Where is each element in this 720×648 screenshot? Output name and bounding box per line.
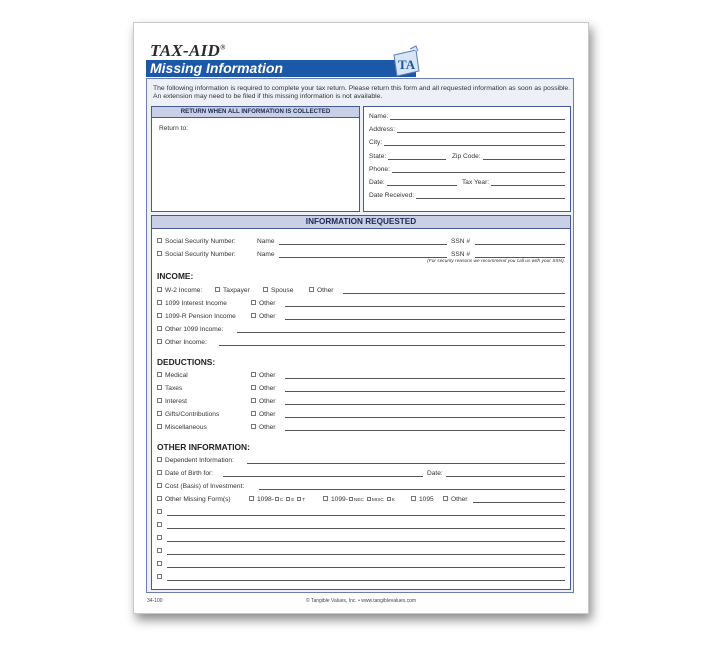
brand-name: TAX-AID — [150, 41, 221, 60]
checkbox[interactable] — [157, 326, 162, 331]
checkbox[interactable] — [157, 411, 162, 416]
checkbox[interactable] — [251, 385, 256, 390]
ssn-row: Social Security Number: Name SSN # — [157, 250, 565, 259]
tax-year-field[interactable]: Tax Year: — [462, 179, 565, 186]
checkbox[interactable] — [251, 411, 256, 416]
blank-row — [157, 560, 565, 569]
return-box — [151, 106, 360, 212]
ssn-line[interactable] — [475, 244, 565, 245]
checkbox[interactable] — [157, 496, 162, 501]
checkbox[interactable] — [323, 496, 328, 501]
name-line[interactable] — [279, 257, 447, 258]
dependent-row: Dependent Information: — [157, 456, 565, 465]
deduction-row: Taxes Other — [157, 384, 565, 393]
form-code: 34-100 — [147, 598, 163, 604]
checkbox[interactable] — [157, 251, 162, 256]
checkbox[interactable] — [251, 313, 256, 318]
deduction-row: Medical Other — [157, 371, 565, 380]
other-income-row: Other Income: — [157, 338, 565, 347]
checkbox[interactable] — [157, 372, 162, 377]
missing-forms-row: Other Missing Form(s) 1098- C E T 1099- NEC MISC K 1095 Other — [157, 495, 565, 504]
address-box — [363, 106, 571, 212]
zip-field[interactable]: Zip Code: — [452, 153, 565, 160]
checkbox[interactable] — [309, 287, 314, 292]
checkbox[interactable] — [157, 535, 162, 540]
w2-income-row: W-2 Income: Taxpayer Spouse Other — [157, 286, 565, 295]
checkbox[interactable] — [157, 574, 162, 579]
checkbox[interactable] — [157, 398, 162, 403]
checkbox[interactable] — [157, 339, 162, 344]
checkbox[interactable] — [215, 287, 220, 292]
deductions-heading: DEDUCTIONS: — [157, 357, 216, 367]
dob-row: Date of Birth for: Date: — [157, 469, 565, 478]
checkbox[interactable] — [157, 561, 162, 566]
other-info-heading: OTHER INFORMATION: — [157, 442, 250, 452]
date-field[interactable]: Date: — [369, 179, 457, 186]
checkbox[interactable] — [157, 238, 162, 243]
deduction-row: Gifts/Contributions Other — [157, 410, 565, 419]
name-field[interactable]: Name: — [369, 113, 565, 120]
return-box-header: RETURN WHEN ALL INFORMATION IS COLLECTED — [152, 107, 359, 118]
interest-income-row: 1099 Interest Income Other — [157, 299, 565, 308]
checkbox[interactable] — [443, 496, 448, 501]
checkbox[interactable] — [157, 470, 162, 475]
checkbox[interactable] — [251, 372, 256, 377]
ssn-row: Social Security Number: Name SSN # — [157, 237, 565, 246]
blank-row — [157, 573, 565, 582]
phone-field[interactable]: Phone: — [369, 166, 565, 173]
blank-row — [157, 508, 565, 517]
logo-text: TA — [398, 57, 416, 72]
info-requested-header: INFORMATION REQUESTED — [152, 216, 570, 229]
blank-row — [157, 547, 565, 556]
info-requested-box — [151, 215, 571, 590]
date-received-field[interactable]: Date Received: — [369, 192, 565, 199]
deduction-row: Miscellaneous Other — [157, 423, 565, 432]
ssn-line[interactable] — [475, 257, 565, 258]
checkbox[interactable] — [411, 496, 416, 501]
checkbox[interactable] — [157, 287, 162, 292]
other-1099-row: Other 1099 Income: — [157, 325, 565, 334]
brand-logo — [150, 41, 226, 61]
address-field[interactable]: Address: — [369, 126, 565, 133]
form-title: Missing Information — [146, 60, 416, 77]
income-heading: INCOME: — [157, 271, 194, 281]
city-field[interactable]: City: — [369, 139, 565, 146]
intro-text: The following information is required to complete your tax return. Please return this form and all requested information as soon as possible. An extension may need to be filed if this missing information is not available. — [153, 85, 571, 101]
state-field[interactable]: State: — [369, 153, 446, 160]
deduction-row: Interest Other — [157, 397, 565, 406]
checkbox[interactable] — [157, 300, 162, 305]
form-frame — [146, 78, 574, 593]
ssn-note: (For security reasons we recommend you call us with your SSN). — [427, 259, 565, 264]
form-sheet — [133, 22, 589, 614]
checkbox[interactable] — [263, 287, 268, 292]
copyright: © Tangible Values, Inc. • www.tangiblevalues.com — [305, 598, 417, 604]
return-to-label: Return to: — [159, 125, 188, 132]
checkbox[interactable] — [249, 496, 254, 501]
pension-income-row: 1099-R Pension Income Other — [157, 312, 565, 321]
checkbox[interactable] — [251, 398, 256, 403]
checkbox[interactable] — [251, 300, 256, 305]
blank-row — [157, 521, 565, 530]
checkbox[interactable] — [157, 313, 162, 318]
checkbox[interactable] — [251, 424, 256, 429]
name-line[interactable] — [279, 244, 447, 245]
checkbox[interactable] — [157, 522, 162, 527]
checkbox[interactable] — [157, 457, 162, 462]
checkbox[interactable] — [157, 385, 162, 390]
blank-row — [157, 534, 565, 543]
checkbox[interactable] — [157, 548, 162, 553]
cost-basis-row: Cost (Basis) of Investment: — [157, 482, 565, 491]
checkbox[interactable] — [157, 483, 162, 488]
brand-registered-mark: ® — [220, 43, 226, 52]
ta-logo-icon — [390, 45, 424, 77]
checkbox[interactable] — [157, 424, 162, 429]
checkbox[interactable] — [157, 509, 162, 514]
